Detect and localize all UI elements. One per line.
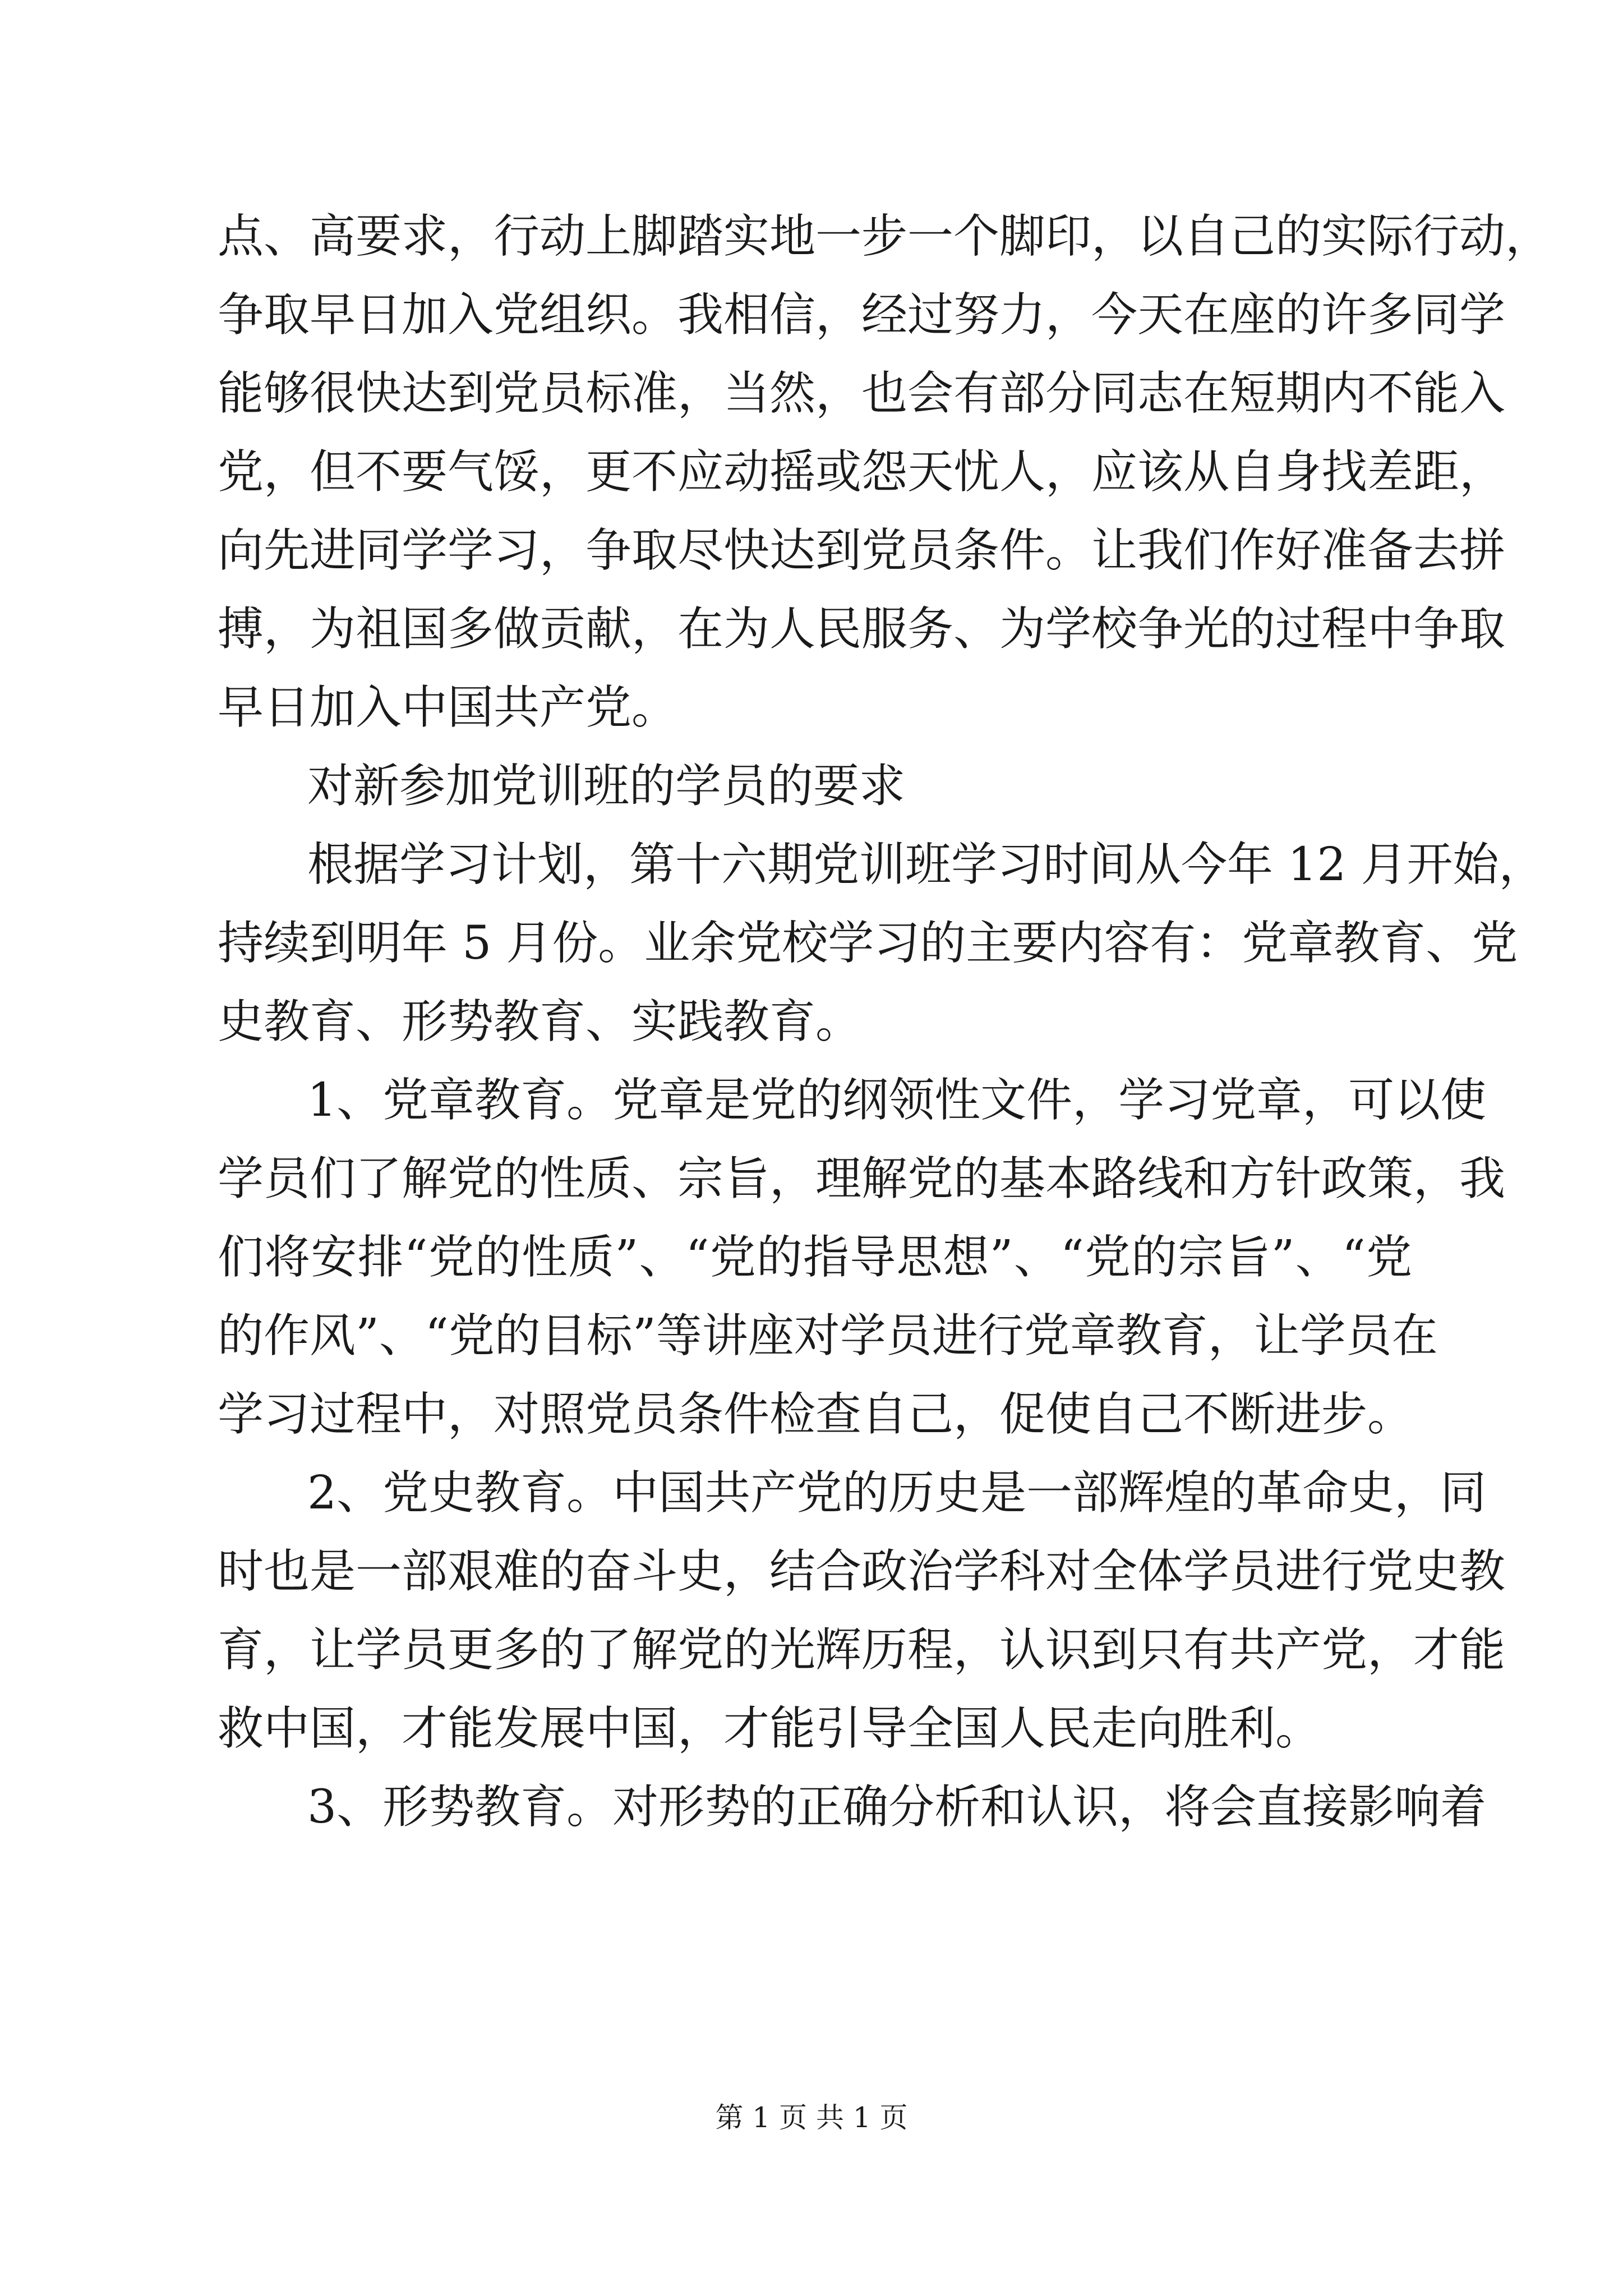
document-body (218, 197, 1552, 1847)
text-line: 育，让学员更多的了解党的光辉历程，认识到只有共产党，才能 (218, 1623, 1506, 1677)
text-line: 党，但不要气馁，更不应动摇或怨天忧人，应该从自身找差距， (218, 445, 1506, 499)
text-line: 的作风”、“党的目标”等讲座对学员进行党章教育，让学员在 (218, 1309, 1438, 1363)
text-line: 时也是一部艰难的奋斗史，结合政治学科对全体学员进行党史教 (218, 1545, 1506, 1598)
text-line: 早日加入中国共产党。 (218, 681, 678, 734)
text-line: 2、党史教育。中国共产党的历史是一部辉煌的革命史，同 (307, 1466, 1487, 1520)
text-line: 们将安排“党的性质”、“党的指导思想”、“党的宗旨”、“党 (218, 1231, 1412, 1284)
text-line: 点、高要求，行动上脚踏实地一步一个脚印，以自己的实际行动， (218, 210, 1552, 263)
page-number-footer: 第 1 页 共 1 页 (715, 2101, 908, 2134)
text-line: 学习过程中，对照党员条件检查自己，促使自己不断进步。 (218, 1388, 1414, 1441)
text-line: 搏，为祖国多做贡献，在为人民服务、为学校争光的过程中争取 (218, 602, 1506, 656)
text-line: 1、党章教育。党章是党的纲领性文件，学习党章，可以使 (307, 1074, 1487, 1127)
text-line: 根据学习计划，第十六期党训班学习时间从今年 12 月开始， (307, 838, 1545, 891)
text-line: 救中国，才能发展中国，才能引导全国人民走向胜利。 (218, 1702, 1322, 1755)
text-line: 持续到明年 5 月份。业余党校学习的主要内容有：党章教育、党 (218, 917, 1518, 970)
text-line: 3、形势教育。对形势的正确分析和认识，将会直接影响着 (307, 1780, 1487, 1834)
section-heading: 对新参加党训班的学员的要求 (307, 760, 906, 813)
text-line: 能够很快达到党员标准，当然，也会有部分同志在短期内不能入 (218, 367, 1506, 420)
text-line: 争取早日加入党组织。我相信，经过努力，今天在座的许多同学 (218, 288, 1506, 342)
text-line: 史教育、形势教育、实践教育。 (218, 995, 862, 1048)
text-line: 向先进同学学习，争取尽快达到党员条件。让我们作好准备去拼 (218, 524, 1506, 577)
text-line: 学员们了解党的性质、宗旨，理解党的基本路线和方针政策，我 (218, 1152, 1506, 1205)
